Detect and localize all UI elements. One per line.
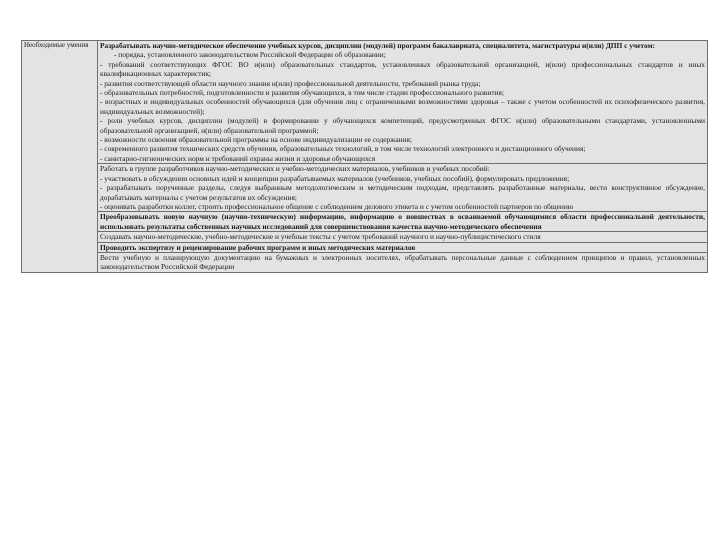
table-row <box>22 212 708 232</box>
skill-item: - оценивать разработки коллег, строить профессиональное общение с соблюдением делового этикета и с учетом особенностей партнеров по общению <box>100 201 574 211</box>
label-cell <box>22 41 98 273</box>
skills-table <box>21 40 708 273</box>
skill-heading: Разрабатывать научно-методическое обеспечение учебных курсов, дисциплин (модулей) программ бакалавриата, специалитета, магистратуры и(или) ДПП с учетом: <box>100 41 655 50</box>
skill-item: - участвовать в обсуждении основных идей и концепции разрабатываемых материалов (учебников, учебных пособий), формулировать предложения; <box>100 173 570 183</box>
skill-item: - развития соответствующей области научного знания и(или) профессиональной деятельности, требований рынка труда; <box>100 78 481 88</box>
skill-text: Вести учебную и планирующую документацию на бумажных и электронных носителях, обрабатывать персональные данные с соблюдением принципов и правил, установленных законодательством Российской Федерации <box>100 252 705 272</box>
skill-item: - порядка, установленного законодательством Российской Федерации об образовании; <box>114 50 386 60</box>
skill-cell-4 <box>98 232 708 242</box>
skill-cell-6 <box>98 252 708 272</box>
skill-item: - требований соответствующих ФГОС ВО и(или) образовательных стандартов, установленных образовательной организацией, и(или) профессиональных стандартов и иных квалификационных характеристик; <box>100 59 705 79</box>
skill-item: - возможности освоения образовательной программы на основе индивидуализации ее содержания; <box>100 135 413 145</box>
table-row <box>22 252 708 272</box>
skill-item: - возрастных и индивидуальных особенностей обучающихся (для обучения лиц с ограниченными возможностями здоровья – также с учетом особенностей их психофизического развития, индивидуальных возможностей); <box>100 97 705 116</box>
skill-cell-2 <box>98 164 708 212</box>
skill-text: Преобразовывать новую научную (научно-техническую) информацию, информацию о новшествах в осваиваемой обучающимися области профессиональной деятельности, использовать результаты собственных научных исследований для совершенствования качества научно-методического обеспечения <box>100 212 705 231</box>
skill-item: - современного развития технических средств обучения, образовательных технологий, в том числе технологий электронного и дистанционного обучения; <box>100 144 586 154</box>
row-label: Необходимые умения <box>24 41 89 49</box>
table-row <box>22 242 708 252</box>
skill-item: - санитарно-гигиенических норм и требований охраны жизни и здоровья обучающихся <box>100 153 376 163</box>
skill-item: - образовательных потребностей, подготовленности и развития обучающихся, в том числе стадии профессионального развития; <box>100 88 505 98</box>
table-row <box>22 164 708 212</box>
skill-cell-1 <box>98 41 708 164</box>
skill-cell-3 <box>98 212 708 232</box>
table-row <box>22 41 708 164</box>
skill-text: Создавать научно-методические, учебно-методические и учебные тексты с учетом требований научного и научно-публицистического стиля <box>100 232 541 242</box>
skill-item: - разрабатывать порученные разделы, следуя выбранным методологическим и методическим подходам, представлять разработанные материалы, вести конструктивное обсуждение, дорабатывать материалы с учетом результатов их обсуждения; <box>100 183 705 202</box>
skill-text: Проводить экспертизу и рецензирование рабочих программ и иных методических материалов <box>100 242 416 252</box>
skill-item: - роли учебных курсов, дисциплин (модулей) в формировании у обучающихся компетенций, предусмотренных ФГОС и(или) образовательными стандартами, установленными образовательной организацией, и(или) образовательной программой; <box>100 116 705 135</box>
skill-cell-5 <box>98 242 708 252</box>
skill-heading: Работать в группе разработчиков научно-методических и учебно-методических материалов, учебников и учебных пособий: <box>100 164 490 174</box>
table-row <box>22 232 708 242</box>
